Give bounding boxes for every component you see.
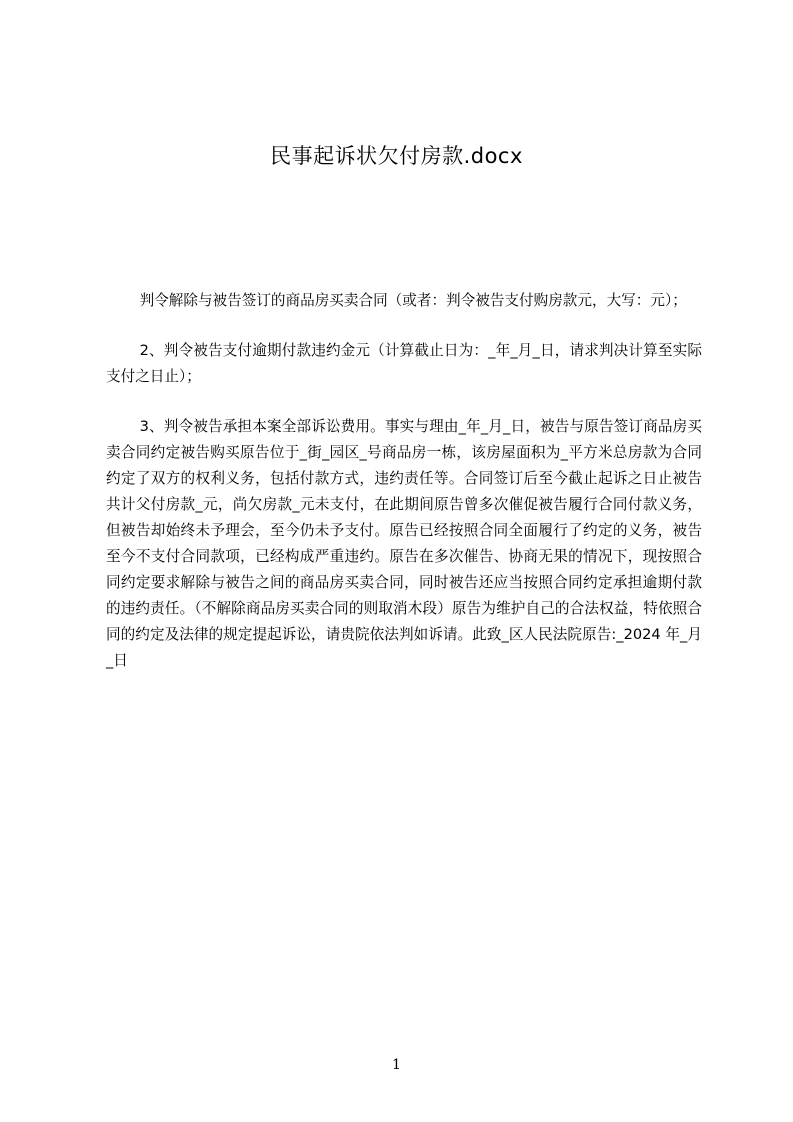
document-title: 民事起诉状欠付房款.docx	[270, 144, 523, 168]
paragraph-claim-2: 2、判令被告支付逾期付款违约金元（计算截止日为：_年_月_日，请求判决计算至实际支付之日止）；	[106, 342, 702, 385]
document-body	[106, 288, 702, 698]
paragraph-claim-3-facts: 3、判令被告承担本案全部诉讼费用。事实与理由_年_月_日，被告与原告签订商品房买卖合同约定被告购买原告位于_街_园区_号商品房一栋，该房屋面积为_平方米总房款为合同约定了双方的权利义务，包括付款方式，违约责任等。合同签订后至今截止起诉之日止被告共计父付房款_元，尚欠房款_元未支付，在此期间原告曾多次催促被告履行合同付款义务，但被告却始终未予理会，至今仍未予支付。原告已经按照合同全面履行了约定的义务，被告至今不支付合同款项，已经构成严重违约。原告在多次催告、协商无果的情况下，现按照合同约定要求解除与被告之间的商品房买卖合同，同时被告还应当按照合同约定承担逾期付款的违约责任。（不解除商品房买卖合同的则取消木段）原告为维护自己的合法权益，特依照合同的约定及法律的规定提起诉讼，请贵院依法判如诉请。此致_区人民法院原告:_2024 年_月_日	[106, 418, 702, 669]
page-number: 1	[392, 1057, 401, 1073]
paragraph-claim-1: 判令解除与被告签订的商品房买卖合同（或者：判令被告支付购房款元，大写：元）；	[139, 292, 687, 309]
